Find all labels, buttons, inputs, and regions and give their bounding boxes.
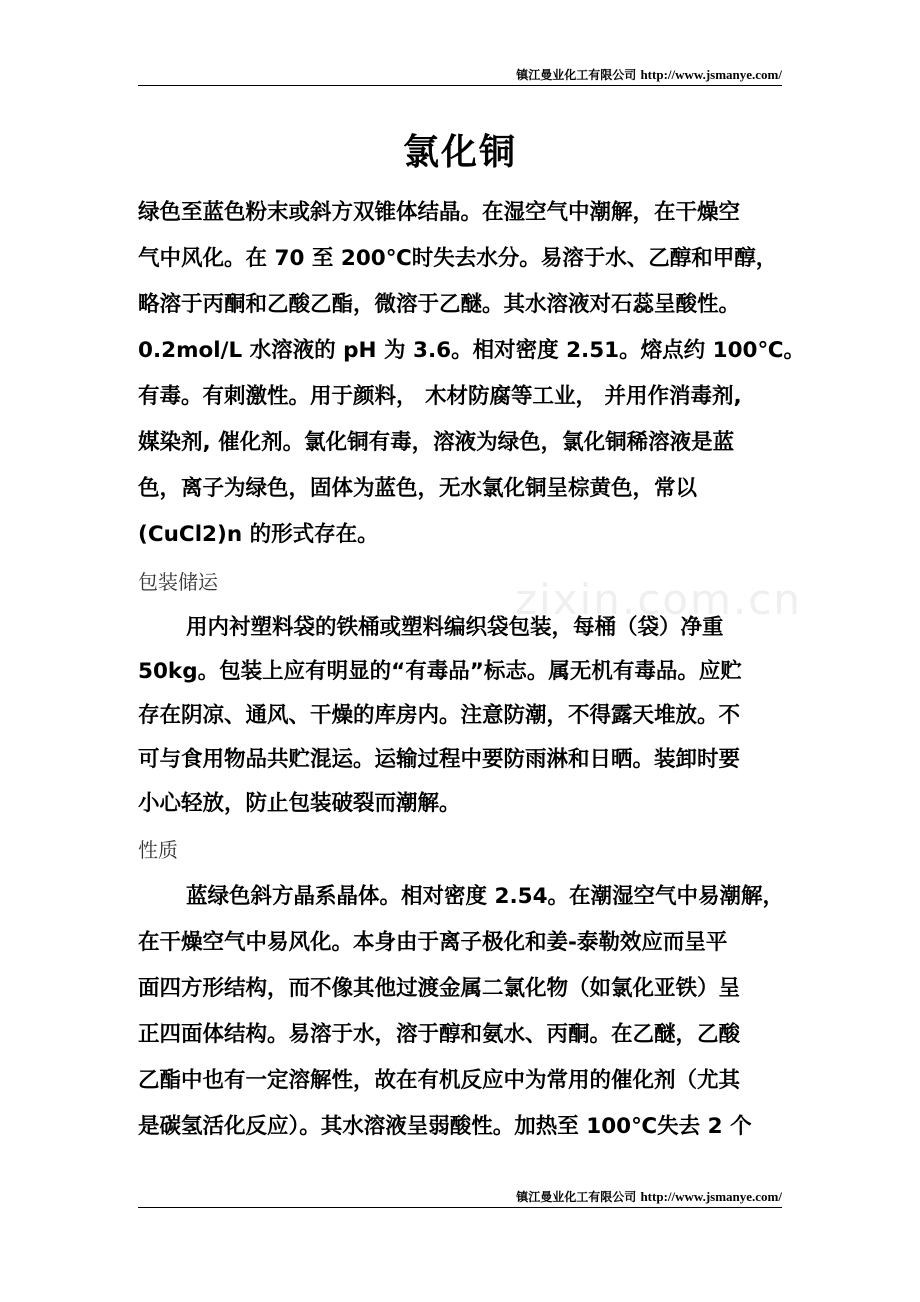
text-line: 绿色至蓝色粉末或斜方双锥体结晶。在湿空气中潮解，在干燥空: [138, 200, 741, 225]
header-company: 镇江曼业化工有限公司: [516, 68, 637, 82]
document-body: [138, 190, 806, 1150]
text-line: 有毒。有刺激性。用于颜料， 木材防腐等工业， 并用作消毒剂,: [138, 384, 742, 409]
text-line: 面四方形结构，而不像其他过渡金属二氯化物（如氯化亚铁）呈: [138, 976, 741, 1001]
text-line: 正四面体结构。易溶于水，溶于醇和氨水、丙酮。在乙醚，乙酸: [138, 1022, 741, 1047]
text-line: 用内衬塑料袋的铁桶或塑料编织袋包装，每桶（袋）净重: [186, 615, 724, 640]
text-line: 50kg。包装上应有明显的“有毒品”标志。属无机有毒品。应贮: [138, 659, 742, 684]
text-line: 存在阴凉、通风、干燥的库房内。注意防潮，不得露天堆放。不: [138, 703, 741, 728]
text-line: 0.2mol/L 水溶液的 pH 为 3.6。相对密度 2.51。熔点约 100℃。: [138, 338, 806, 363]
text-line: 可与食用物品共贮混运。运输过程中要防雨淋和日晒。装卸时要: [138, 747, 741, 772]
text-line: 媒染剂, 催化剂。氯化铜有毒，溶液为绿色，氯化铜稀溶液是蓝: [138, 430, 735, 455]
packaging-heading: 包装储运: [138, 570, 218, 594]
text-line: (CuCl2)n 的形式存在。: [138, 522, 379, 547]
properties-heading: 性质: [138, 838, 178, 862]
text-line: 蓝绿色斜方晶系晶体。相对密度 2.54。在潮湿空气中易潮解，: [186, 884, 785, 909]
page-title: 氯化铜: [402, 132, 517, 173]
header-rule: [138, 85, 782, 86]
text-line: 略溶于丙酮和乙酸乙酯，微溶于乙醚。其水溶液对石蕊呈酸性。: [138, 292, 741, 317]
properties-paragraph: [138, 874, 784, 1150]
packaging-paragraph: [138, 606, 784, 826]
page-header: [138, 66, 782, 83]
footer-rule: [138, 1207, 782, 1208]
watermark: zixin.com.cn: [515, 575, 802, 624]
footer-url[interactable]: http://www.jsmanye.com/: [640, 1189, 782, 1204]
footer-company: 镇江曼业化工有限公司: [516, 1190, 637, 1204]
text-line: 在干燥空气中易风化。本身由于离子极化和姜-泰勒效应而呈平: [138, 930, 728, 955]
intro-paragraph: [138, 190, 806, 558]
text-line: 小心轻放，防止包装破裂而潮解。: [138, 791, 461, 816]
text-line: 是碳氢活化反应）。其水溶液呈弱酸性。加热至 100℃失去 2 个: [138, 1114, 752, 1139]
text-line: 气中风化。在 70 至 200℃时失去水分。易溶于水、乙醇和甲醇，: [138, 246, 778, 271]
text-line: 色，离子为绿色，固体为蓝色，无水氯化铜呈棕黄色，常以: [138, 476, 698, 501]
header-url[interactable]: http://www.jsmanye.com/: [640, 67, 782, 82]
page-footer: [138, 1188, 782, 1205]
text-line: 乙酯中也有一定溶解性，故在有机反应中为常用的催化剂（尤其: [138, 1068, 741, 1093]
